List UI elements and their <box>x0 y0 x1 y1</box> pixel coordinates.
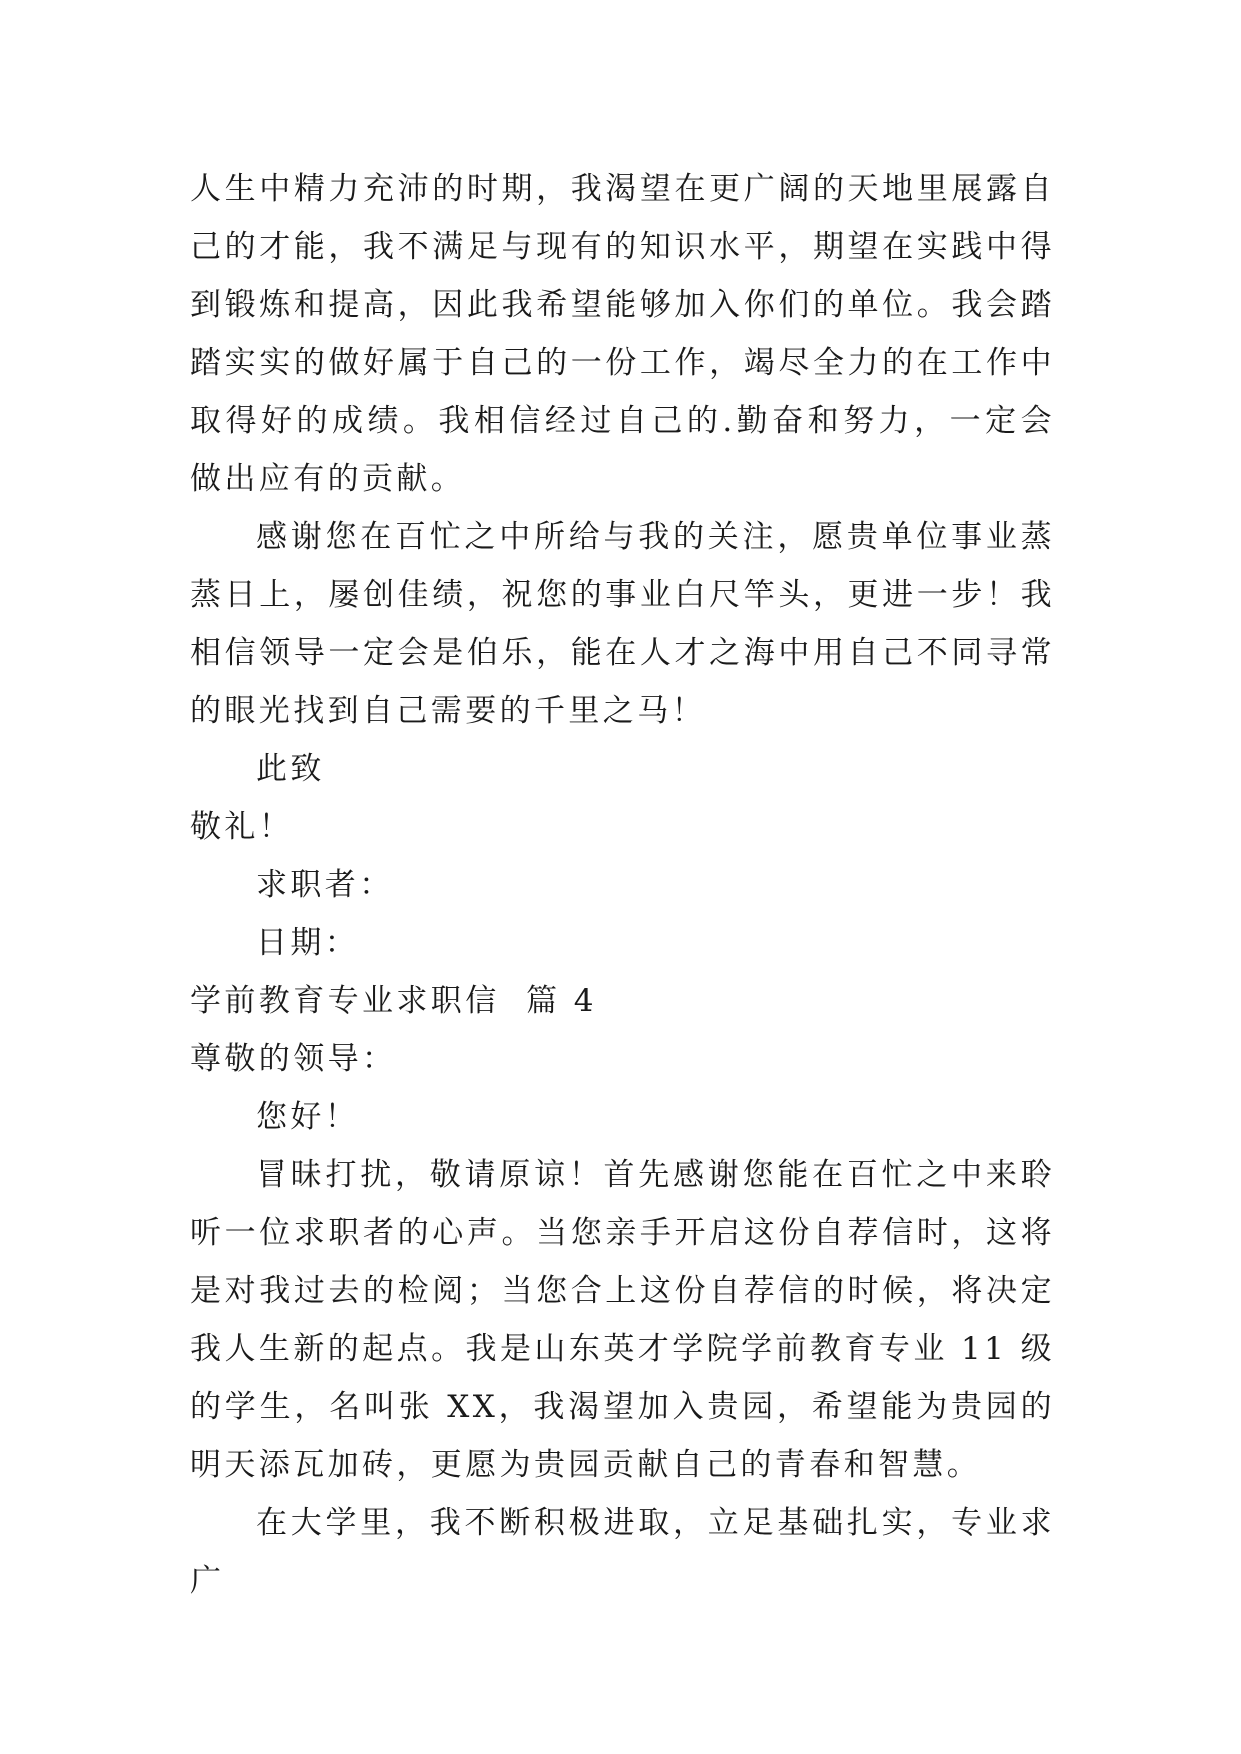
letter-body <box>190 160 1055 1610</box>
closing-salutation: 此致 <box>256 751 325 787</box>
signature-date: 日期： <box>256 925 360 961</box>
signature-applicant: 求职者： <box>256 867 394 903</box>
paragraph: 在大学里，我不断积极进取，立足基础扎实，专业求广 <box>190 1505 1055 1599</box>
paragraph: 人生中精力充沛的时期，我渴望在更广阔的天地里展露自己的才能，我不满足与现有的知识水平，期望在实践中得到锻炼和提高，因此我希望能够加入你们的单位。我会踏踏实实的做好属于自己的一份工作，竭尽全力的在工作中取得好的成绩。我相信经过自己的.勤奋和努力，一定会做出应有的贡献。 <box>190 171 1055 497</box>
greeting-addressee: 尊敬的领导： <box>190 1041 397 1077</box>
closing-regards: 敬礼！ <box>190 809 294 845</box>
section-heading: 学前教育专业求职信 篇 4 <box>190 983 597 1019</box>
paragraph: 感谢您在百忙之中所给与我的关注，愿贵单位事业蒸蒸日上，屡创佳绩，祝您的事业白尺竿头，更进一步！我相信领导一定会是伯乐，能在人才之海中用自己不同寻常的眼光找到自己需要的千里之马！ <box>190 519 1055 729</box>
paragraph: 冒昧打扰，敬请原谅！首先感谢您能在百忙之中来聆听一位求职者的心声。当您亲手开启这份自荐信时，这将是对我过去的检阅；当您合上这份自荐信的时候，将决定我人生新的起点。我是山东英才学院学前教育专业 11 级的学生，名叫张 XX，我渴望加入贵园，希望能为贵园的明天添瓦加砖，更愿为贵园贡献自己的青春和智慧。 <box>190 1157 1055 1483</box>
greeting: 您好！ <box>256 1099 360 1135</box>
